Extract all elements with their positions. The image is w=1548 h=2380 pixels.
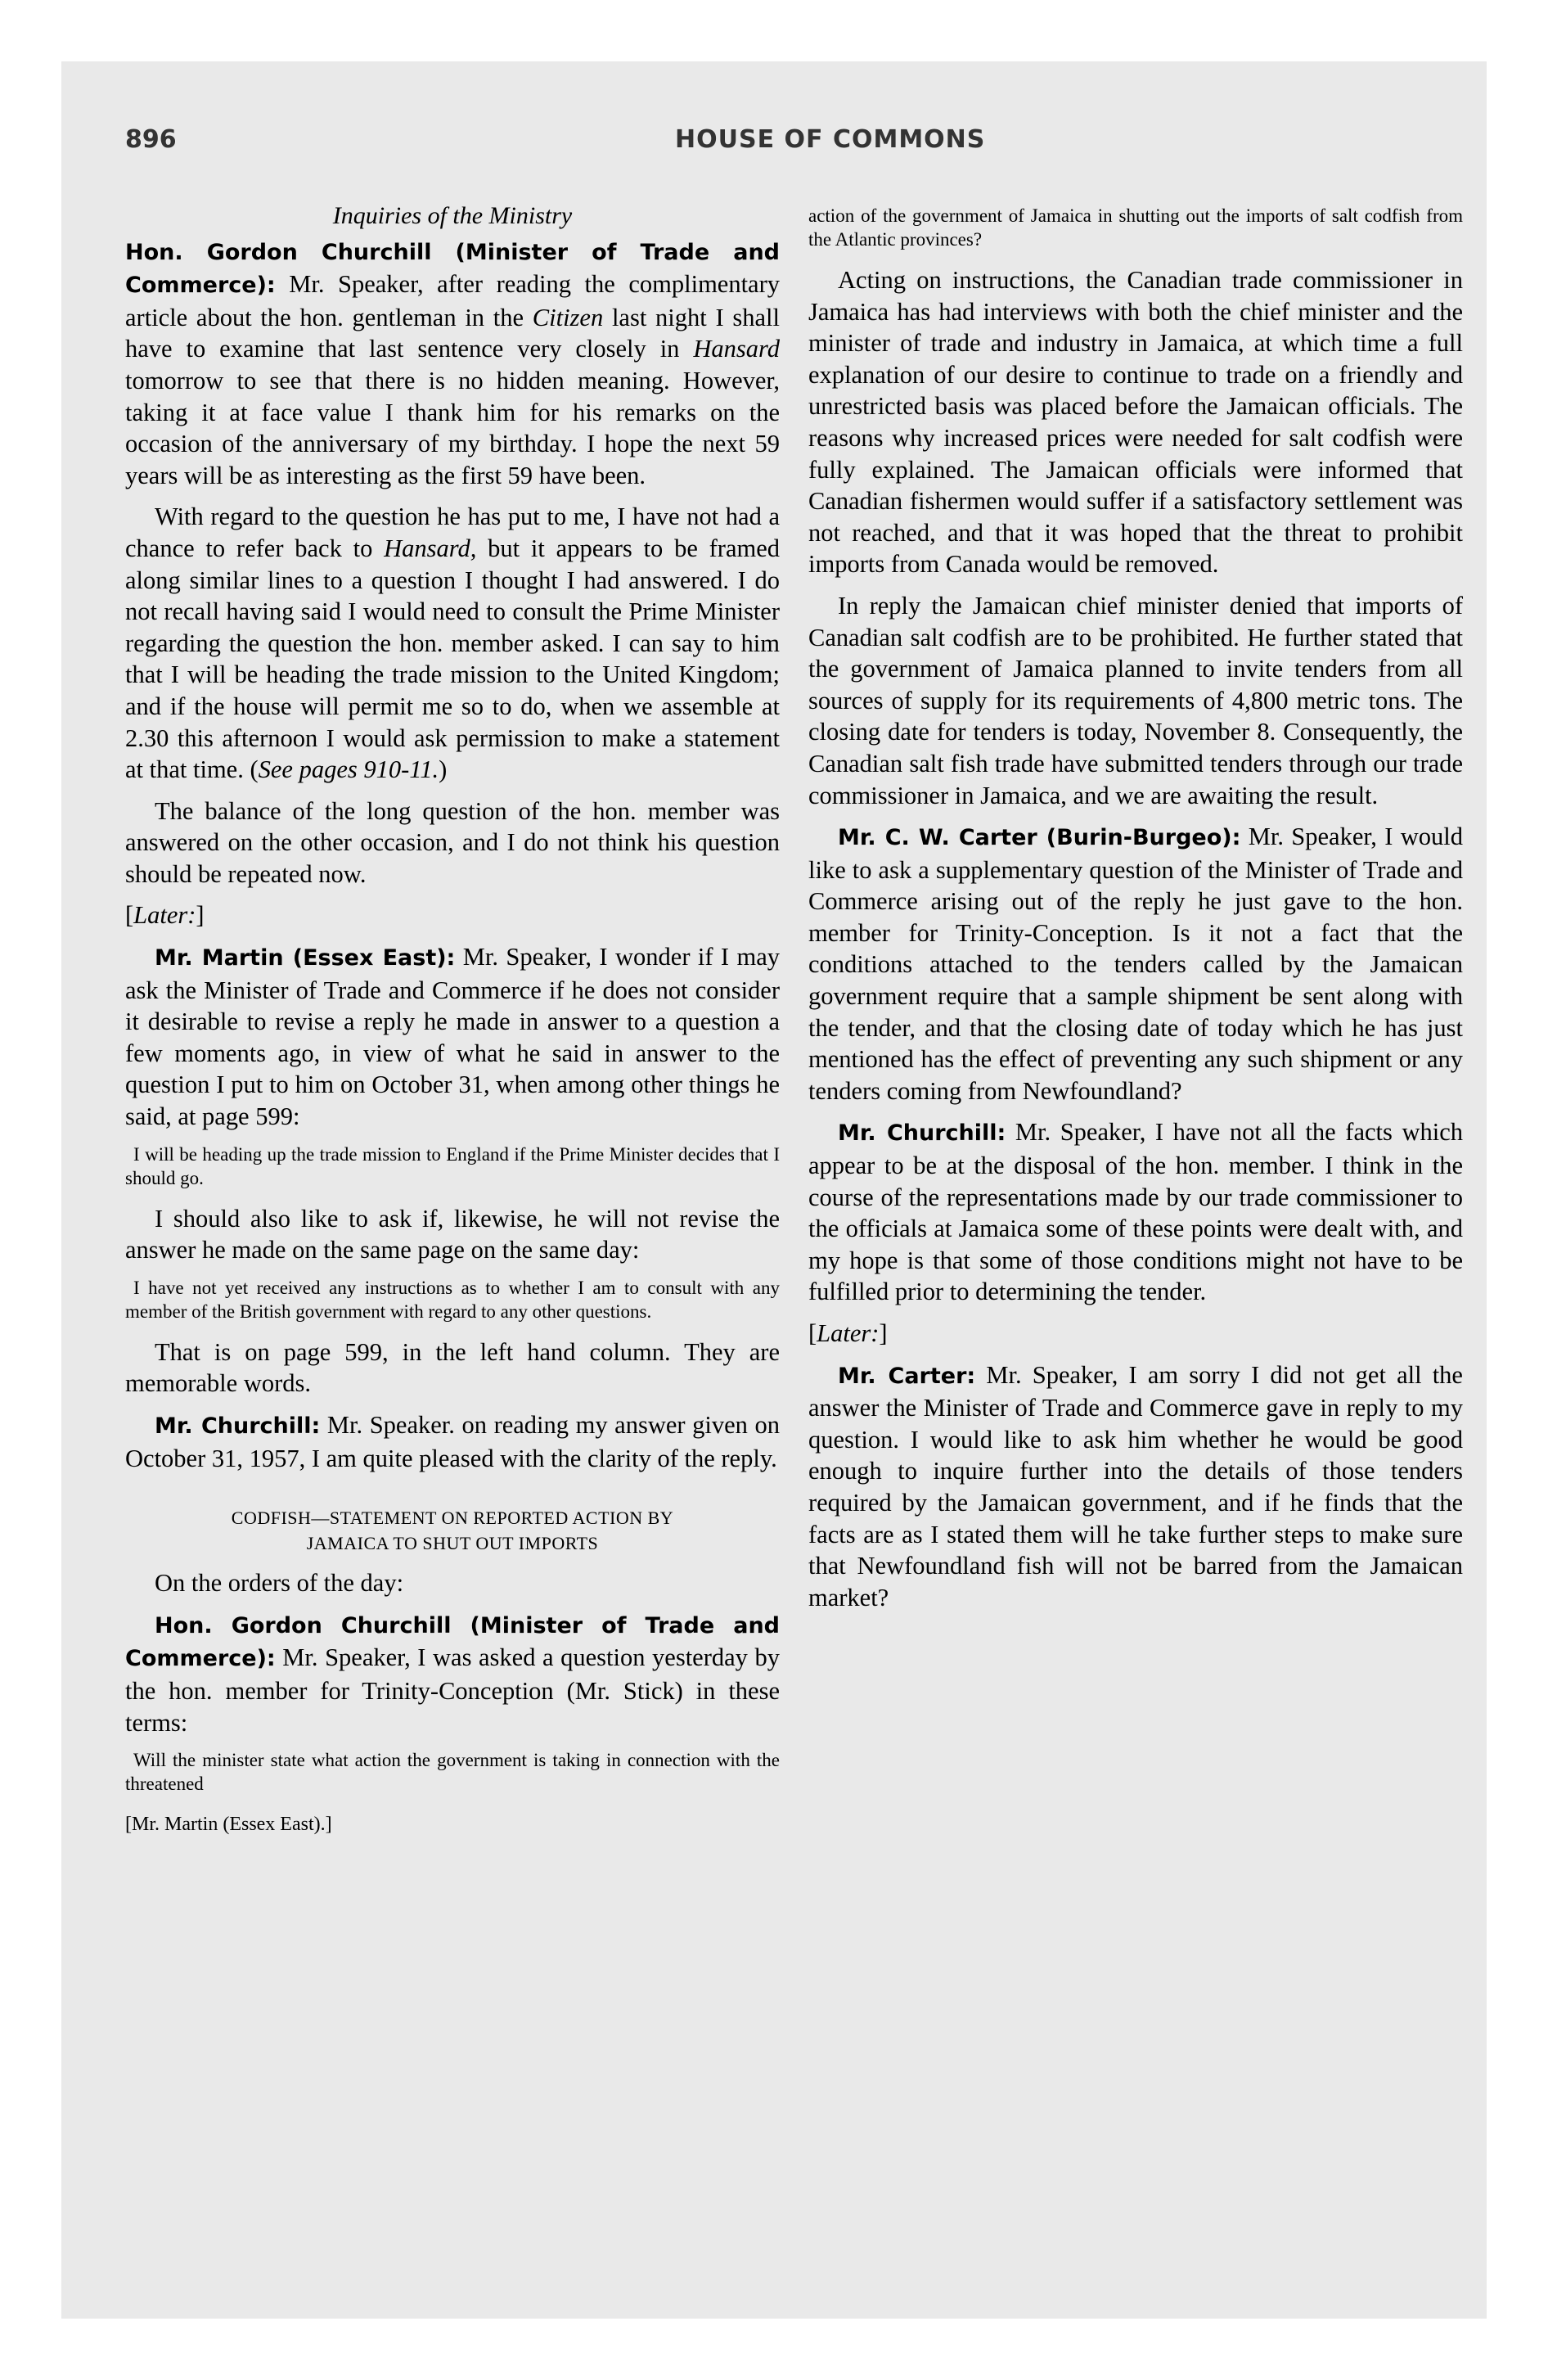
speaker-name: Mr. Carter: — [838, 1363, 976, 1389]
speaker-name: Mr. C. W. Carter (Burin-Burgeo): — [838, 825, 1241, 851]
left-column — [125, 204, 780, 1841]
paragraph: Hon. Gordon Churchill (Minister of Trade and Commerce): Mr. Speaker, after reading the complimentary article about the hon. gentleman in the Citizen last night I shall have to examine that last sentence very closely in Hansard tomorrow to see that there is no hidden meaning. However, taking it at face value I thank him for his remarks on the occasion of the anniversary of my birthday. I hope the next 59 years will be as interesting as the first 59 have been. — [125, 239, 780, 489]
block-quote: I will be heading up the trade mission to England if the Prime Minister decides that I should go. — [125, 1143, 780, 1188]
running-title: HOUSE OF COMMONS — [675, 125, 986, 154]
paragraph: With regard to the question he has put to me, I have not had a chance to refer back to Hansard, but it appears to be framed along similar lines to a question I thought I had answered. I do not recall having said I would need to consult the Prime Minister regarding the question the hon. member asked. I can say to him that I will be heading the trade mission to the United Kingdom; and if the house will permit me so to do, when we assemble at 2.30 this afternoon I would ask permission to make a statement at that time. (See pages 910-11.) — [125, 503, 781, 784]
paragraph: In reply the Jamaican chief minister denied that imports of Canadian salt codfish are to be prohibited. He further stated that the government of Jamaica planned to invite tenders from all sources of supply for its requirements of 4,800 metric tons. The closing date for tenders is today, November 8. Consequently, the Canadian salt fish trade have submitted tenders through our trade commissioner in Jamaica, and we are awaiting the result. — [808, 591, 1463, 809]
paragraph: I should also like to ask if, likewise, he will not revise the answer he made on the same page on the same day: — [125, 1204, 780, 1264]
speaker-name: Mr. Martin (Essex East): — [155, 945, 456, 971]
paragraph: Mr. Churchill: Mr. Speaker. on reading my answer given on October 31, 1957, I am quite pleased with the clarity of the reply. — [125, 1411, 780, 1472]
paragraph: Mr. Churchill: Mr. Speaker, I have not all the facts which appear to be at the disposal of the hon. member. I think in the course of the representations made by our trade commissioner to the officials at Jamaica some of these points were dealt with, and my hope is that some of those conditions might not have to be fulfilled prior to determining the tender. — [808, 1118, 1463, 1306]
later-marker: [Later:] — [808, 1319, 888, 1347]
right-column — [808, 204, 1463, 1623]
page-number: 896 — [125, 125, 177, 154]
speaker-name: Mr. Churchill: — [838, 1120, 1006, 1147]
section-heading: CODFISH—STATEMENT ON REPORTED ACTION BY JAMAICA TO SHUT OUT IMPORTS — [231, 1508, 674, 1554]
speaker-name: Hon. Gordon Churchill (Minister of Trade and Commerce): — [125, 1612, 780, 1672]
page-footer: [Mr. Martin (Essex East).] — [125, 1814, 332, 1836]
block-quote: Will the minister state what action the government is taking in connection with the threatened — [125, 1750, 780, 1795]
paragraph: The balance of the long question of the hon. member was answered on the other occasion, and I do not think his question should be repeated now. — [125, 796, 780, 888]
paragraph: Hon. Gordon Churchill (Minister of Trade and Commerce): Mr. Speaker, I was asked a question yesterday by the hon. member for Trinity-Conception (Mr. Stick) in these terms: — [125, 1612, 780, 1737]
speaker-name: Hon. Gordon Churchill (Minister of Trade and Commerce): — [125, 239, 780, 299]
paragraph: That is on page 599, in the left hand column. They are memorable words. — [125, 1337, 780, 1398]
paragraph: On the orders of the day: — [155, 1569, 404, 1598]
block-quote: action of the government of Jamaica in shutting out the imports of salt codfish from the Atlantic provinces? — [808, 205, 1463, 250]
paragraph: Mr. Carter: Mr. Speaker, I am sorry I did not get all the answer the Minister of Trade and Commerce gave in reply to my question. I would like to ask him whether he would be good enough to inquire further into the details of those tenders required by the Jamaican government, and if he finds that the facts are as I stated them will he take further steps to make sure that Newfoundland fish will not be barred from the Jamaican market? — [808, 1360, 1463, 1611]
paragraph: Mr. Martin (Essex East): Mr. Speaker, I wonder if I may ask the Minister of Trade and Commerce if he does not consider it desirable to revise a reply he made in answer to a question a few moments ago, in view of what he said in answer to the question I put to him on October 31, when among other things he said, at page 599: — [125, 943, 780, 1131]
paragraph: Mr. C. W. Carter (Burin-Burgeo): Mr. Speaker, I would like to ask a supplementary question of the Minister of Trade and Commerce arising out of the reply he just gave to the hon. member for Trinity-Conception. Is it not a fact that the conditions attached to the tenders called by the Jamaican government require that a sample shipment be sent along with the tender, and that the closing date of today which he has just mentioned has the effect of preventing any such shipment or any tenders coming from Newfoundland? — [808, 823, 1463, 1105]
block-quote: I have not yet received any instructions as to whether I am to consult with any member of the British government with regard to any other questions. — [125, 1277, 780, 1322]
speaker-name: Mr. Churchill: — [155, 1413, 321, 1439]
subheading: Inquiries of the Ministry — [332, 202, 573, 229]
paragraph: Acting on instructions, the Canadian trade commissioner in Jamaica has had interviews with both the chief minister and the minister of trade and industry in Jamaica, at which time a full explanation of our desire to continue to trade on a friendly and unrestricted basis was placed before the Jamaican officials. The reasons why increased prices were needed for salt codfish were fully explained. The Jamaican officials were informed that Canadian fishermen would suffer if a satisfactory settlement was not reached, and that it was hoped that the threat to prohibit imports from Canada would be removed. — [808, 266, 1463, 579]
later-marker: [Later:] — [125, 901, 205, 930]
page-scan — [61, 61, 1487, 2319]
